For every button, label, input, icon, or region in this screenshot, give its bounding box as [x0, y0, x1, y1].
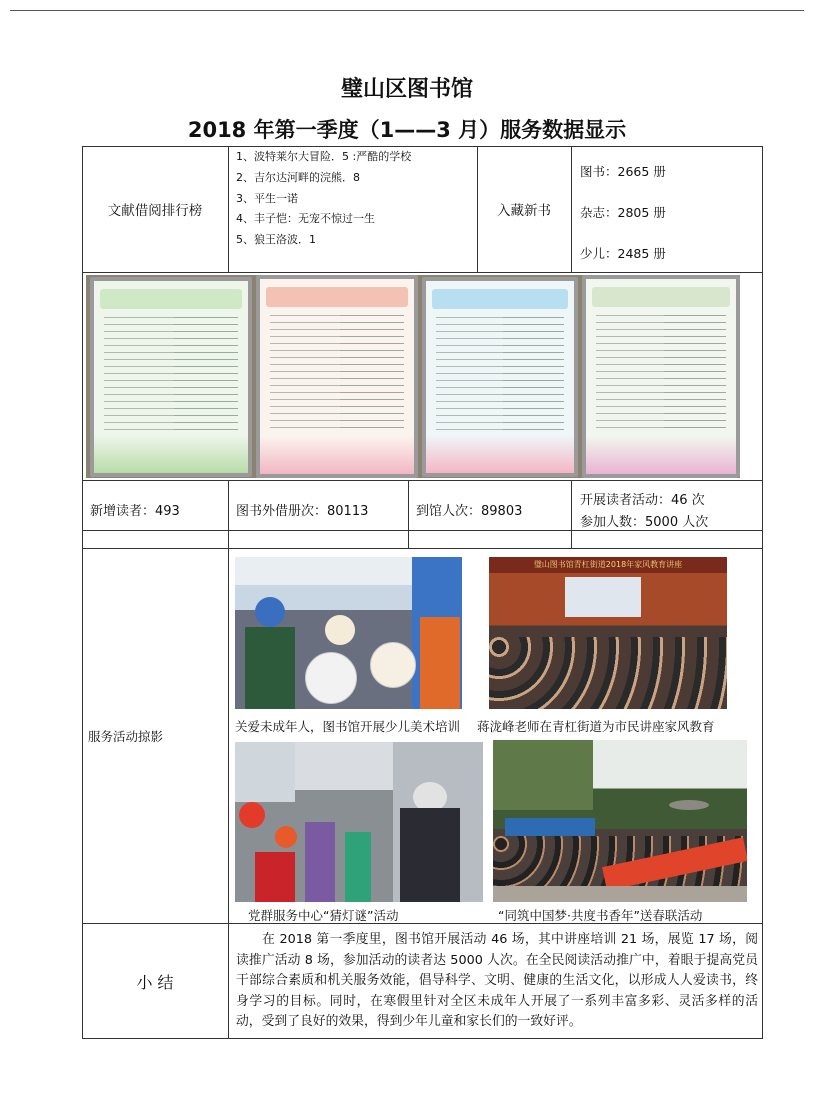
poster-february: [256, 275, 418, 478]
caption-children-art-training: 关爱未成年人，图书馆开展少儿美术培训: [235, 719, 461, 734]
ranking-item-4: 4、丰子恺：无宠不惊过一生: [236, 212, 375, 225]
col-divider: [228, 480, 229, 548]
new-books-magazines: 杂志：2805 册: [580, 205, 666, 220]
ranking-item-5: 5、狼王洛波．1: [236, 233, 316, 246]
col-divider: [408, 480, 409, 548]
ranking-item-3: 3、平生一诺: [236, 192, 298, 205]
activities-label: 服务活动掠影: [88, 728, 164, 744]
col-divider: [228, 146, 229, 272]
poster-children: [422, 277, 578, 477]
stat-activities: 开展读者活动：46 次: [580, 493, 705, 508]
col-divider: [571, 146, 572, 272]
page-title: 璧山区图书馆: [340, 77, 473, 102]
poster-march: [582, 275, 740, 478]
caption-spring-couplets: “同筑中国梦·共度书香年”送春联活动: [498, 908, 703, 923]
photo-family-lecture: [489, 557, 727, 709]
page-subtitle: 2018 年第一季度（1——3 月）服务数据显示: [187, 118, 627, 142]
lecture-banner: 璧山图书馆青杠街道2018年家风教育讲座: [533, 560, 683, 569]
stat-participants: 参加人数：5000 人次: [580, 515, 709, 530]
new-books-books: 图书：2665 册: [580, 164, 666, 179]
photo-children-art-training: [235, 557, 462, 709]
stat-visits: 到馆人次：89803: [416, 504, 523, 519]
new-books-label: 入藏新书: [497, 203, 551, 219]
row-divider: [82, 480, 763, 481]
row-divider: [82, 530, 763, 531]
col-divider: [571, 480, 572, 548]
new-books-children: 少儿：2485 册: [580, 246, 666, 261]
header-rule: [10, 10, 804, 11]
col-divider: [228, 548, 229, 1039]
new-book-posters-photo: [86, 275, 740, 478]
photo-lantern-riddles: [235, 742, 483, 902]
caption-family-lecture: 蒋泷峰老师在青杠街道为市民讲座家风教育: [477, 719, 715, 734]
ranking-label: 文献借阅排行榜: [107, 203, 203, 219]
ranking-item-1: 1、波特莱尔大冒险．5 :严酷的学校: [236, 150, 412, 163]
ranking-item-2: 2、吉尔达河畔的浣熊．8: [236, 171, 360, 184]
row-divider: [82, 272, 763, 273]
caption-lantern-riddles: 党群服务中心“猜灯谜”活动: [248, 908, 399, 923]
stat-new-readers: 新增读者：493: [90, 504, 180, 519]
poster-new-year: [90, 277, 252, 477]
stat-loans: 图书外借册次：80113: [236, 504, 369, 519]
summary-text: 在 2018 第一季度里，图书馆开展活动 46 场，其中讲座培训 21 场，展览 17 场，阅读推广活动 8 场，参加活动的读者达 5000 人次。在全民阅读活动推广中，着眼于提高党员干部综合素质和机关服务效能，倡导科学、文明、健康的生活文化，以形成人人爱读书，终身学习的目标。同时，在寒假里针对全区未成年人开展了一系列丰富多彩、灵活多样的活动，受到了良好的效果，得到少年儿童和家长们的一致好评。: [236, 932, 758, 1029]
photo-spring-couplets: [493, 740, 747, 902]
summary-label: 小 结: [136, 972, 174, 992]
